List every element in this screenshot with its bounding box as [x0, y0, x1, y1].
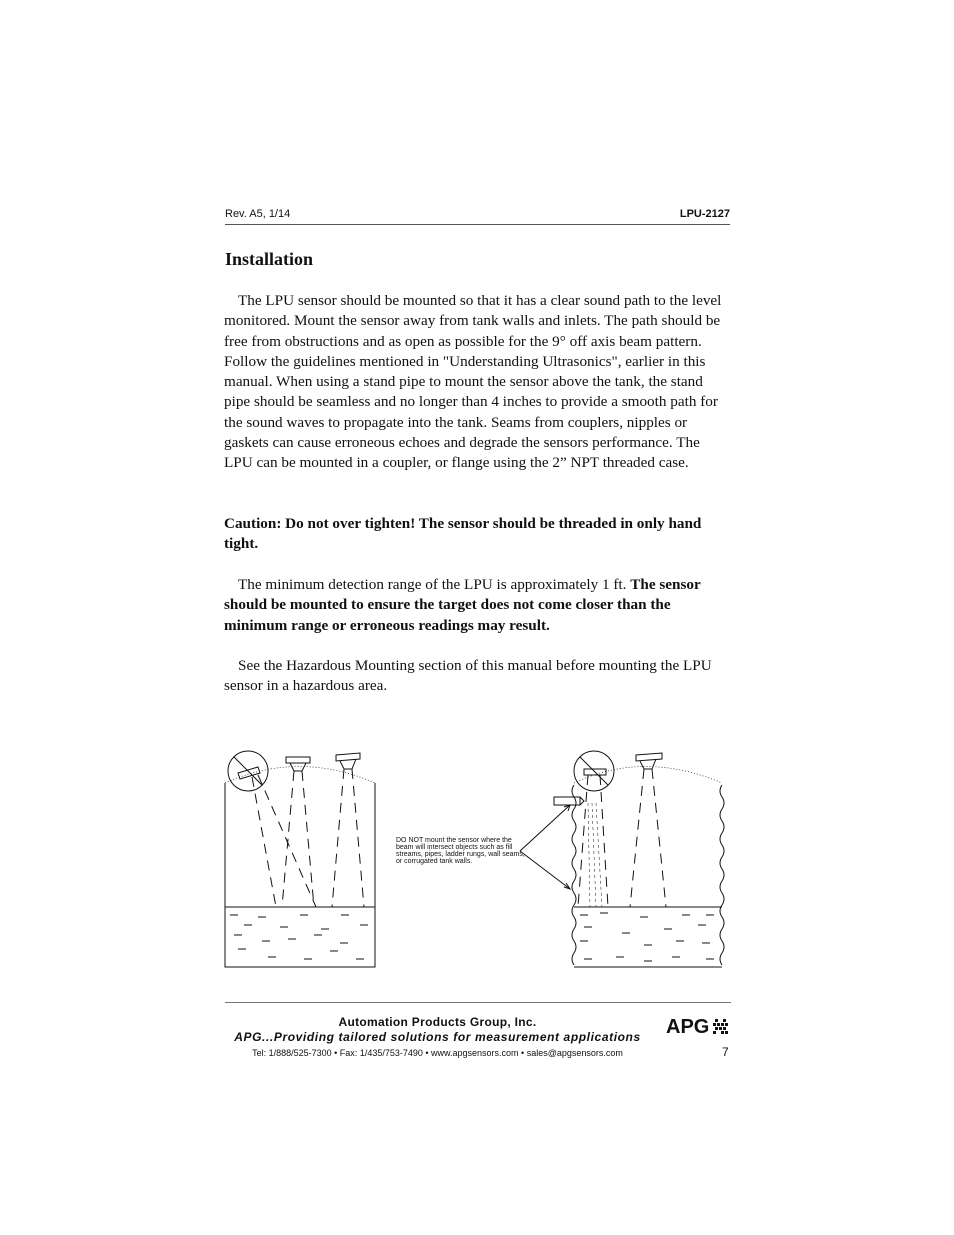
min-range-text: The minimum detection range of the LPU is approximately 1 ft.: [238, 576, 631, 593]
footer-tagline: APG...Providing tailored solutions for measurement applications: [234, 1030, 641, 1044]
footer-contact: Tel: 1/888/525-7300 • Fax: 1/435/753-7490 • www.apgsensors.com • sales@apgsensors.com: [252, 1048, 623, 1058]
header-revision: Rev. A5, 1/14: [225, 208, 291, 220]
footer-rule: [225, 1002, 731, 1003]
prohibited-sensor-wall: [574, 751, 614, 907]
right-liquid-marks: [580, 913, 714, 961]
sensor-vertical-2: [332, 753, 364, 907]
callout-arrows: [520, 805, 570, 889]
header-doc-id: LPU-2127: [679, 208, 730, 220]
footer-company: Automation Products Group, Inc.: [338, 1015, 537, 1029]
sensor-vertical-1: [282, 757, 314, 907]
page-number: 7: [722, 1045, 729, 1059]
paragraph-hazardous: [224, 656, 730, 697]
paragraph-min-range: [224, 575, 730, 636]
figure-note: DO NOT mount the sensor where the beam will intersect objects such as fill streams, pipes, ladder rungs, wall seams, or corrugated tank walls.: [396, 837, 525, 865]
apg-logo-icon: [666, 1014, 736, 1038]
paragraph-mounting: [224, 291, 730, 474]
min-range-warning: The sensor should be mounted to ensure the target does not come closer than the minimum range or erroneous readings may result.: [224, 576, 701, 634]
sensor-vertical-3: [630, 753, 666, 907]
logo-text: APG: [666, 1016, 710, 1038]
left-liquid-marks: [230, 915, 368, 959]
paragraph-mounting-text: The LPU sensor should be mounted so that it has a clear sound path to the level monitored. Mount the sensor away from tank walls and inlets. The path should be free from obstructions and as open as possible for the 9° off axis beam pattern. Follow the guidelines mentioned in "Understanding Ultrasonics", earlier in this manual. When using a stand pipe to mount the sensor above the tank, the stand pipe should be seamless and no longer than 4 inches to provide a smooth path for the sound waves to propagate into the tank. Seams from couplers, nipples or gaskets can cause erroneous echoes and degrade the sensors performance. The LPU can be mounted in a coupler, or flange using the 2” NPT threaded case.: [224, 292, 722, 472]
section-title: Installation: [225, 249, 314, 269]
right-tank: [520, 751, 724, 967]
paragraph-hazardous-text: See the Hazardous Mounting section of this manual before mounting the LPU sensor in a hazardous area.: [224, 657, 712, 695]
header-rule: [225, 224, 730, 225]
caution-paragraph: Caution: Do not over tighten! The sensor should be threaded in only hand tight.: [224, 515, 702, 553]
apg-logo: [666, 1014, 736, 1043]
left-tank: [225, 751, 375, 967]
